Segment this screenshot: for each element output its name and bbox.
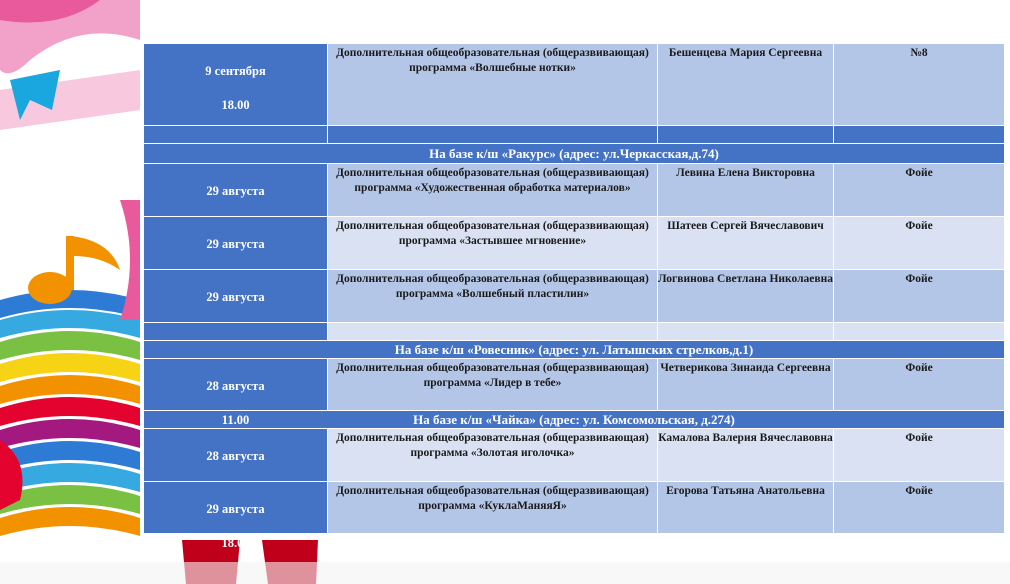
program-cell: Дополнительная общеобразовательная (общеразвивающая) программа «Волшебный пластилин»: [328, 270, 658, 323]
place-cell: Фойе: [834, 359, 1004, 411]
date-cell: [144, 44, 328, 126]
place-cell: Фойе: [834, 482, 1004, 534]
teacher-cell: Левина Елена Викторовна: [658, 164, 834, 217]
program-cell: Дополнительная общеобразовательная (общеразвивающая) программа «Золотая иголочка»: [328, 429, 658, 482]
program-cell: Дополнительная общеобразовательная (общеразвивающая) программа «КуклаМаняяЯ»: [328, 482, 658, 534]
program-cell: Дополнительная общеобразовательная (общеразвивающая) программа «Застывшее мгновение»: [328, 217, 658, 270]
time-text: 18.00: [221, 536, 250, 550]
teacher-cell: Шатеев Сергей Вячеславович: [658, 217, 834, 270]
teacher-cell: Четверикова Зинаида Сергеевна: [658, 359, 834, 411]
date-text: 29 августа: [206, 502, 265, 516]
date-cell: [144, 217, 328, 270]
table-row: [144, 217, 1004, 270]
table-row: [144, 164, 1004, 217]
section-header: На базе к/ш «Ровесник» (адрес: ул. Латышских стрелков,д.1): [144, 341, 1004, 359]
date-text: 29 августа: [206, 237, 265, 251]
teacher-cell: Бешенцева Мария Сергеевна: [658, 44, 834, 126]
section-header: На базе к/ш «Ракурс» (адрес: ул.Черкасская,д.74): [144, 144, 1004, 164]
place-cell: Фойе: [834, 429, 1004, 482]
place-cell: Фойе: [834, 217, 1004, 270]
table-row: [144, 429, 1004, 482]
program-cell: Дополнительная общеобразовательная (общеразвивающая) программа «Художественная обработка материалов»: [328, 164, 658, 217]
program-cell: Дополнительная общеобразовательная (общеразвивающая) программа «Лидер в тебе»: [328, 359, 658, 411]
table-spacer-row: [144, 323, 1004, 341]
section-header: На базе к/ш «Чайка» (адрес: ул. Комсомольская, д.274): [144, 411, 1004, 429]
table-row: [144, 270, 1004, 323]
date-cell: [144, 164, 328, 217]
place-cell: Фойе: [834, 164, 1004, 217]
date-text: 9 сентября: [205, 64, 266, 78]
date-cell: [144, 270, 328, 323]
teacher-cell: Камалова Валерия Вячеславовна: [658, 429, 834, 482]
table-row: [144, 44, 1004, 126]
date-cell: [144, 482, 328, 550]
schedule-table: [144, 44, 1004, 550]
date-text: 28 августа: [206, 449, 265, 463]
table-spacer-row: [144, 126, 1004, 144]
date-cell: [144, 429, 328, 482]
place-cell: №8: [834, 44, 1004, 126]
place-cell: Фойе: [834, 270, 1004, 323]
time-text: 11.00: [221, 413, 250, 427]
date-text: 28 августа: [206, 379, 265, 393]
table-row: [144, 482, 1004, 550]
teacher-cell: Егорова Татьяна Анатольевна: [658, 482, 834, 534]
program-cell: Дополнительная общеобразовательная (общеразвивающая) программа «Волшебные нотки»: [328, 44, 658, 126]
time-text: 18.00: [221, 98, 250, 112]
date-text: 29 августа: [206, 290, 265, 304]
rainbow-stripes: [0, 290, 140, 536]
date-text: 29 августа: [206, 184, 265, 198]
date-cell: [144, 359, 328, 427]
teacher-cell: Логвинова Светлана Николаевна: [658, 270, 834, 323]
